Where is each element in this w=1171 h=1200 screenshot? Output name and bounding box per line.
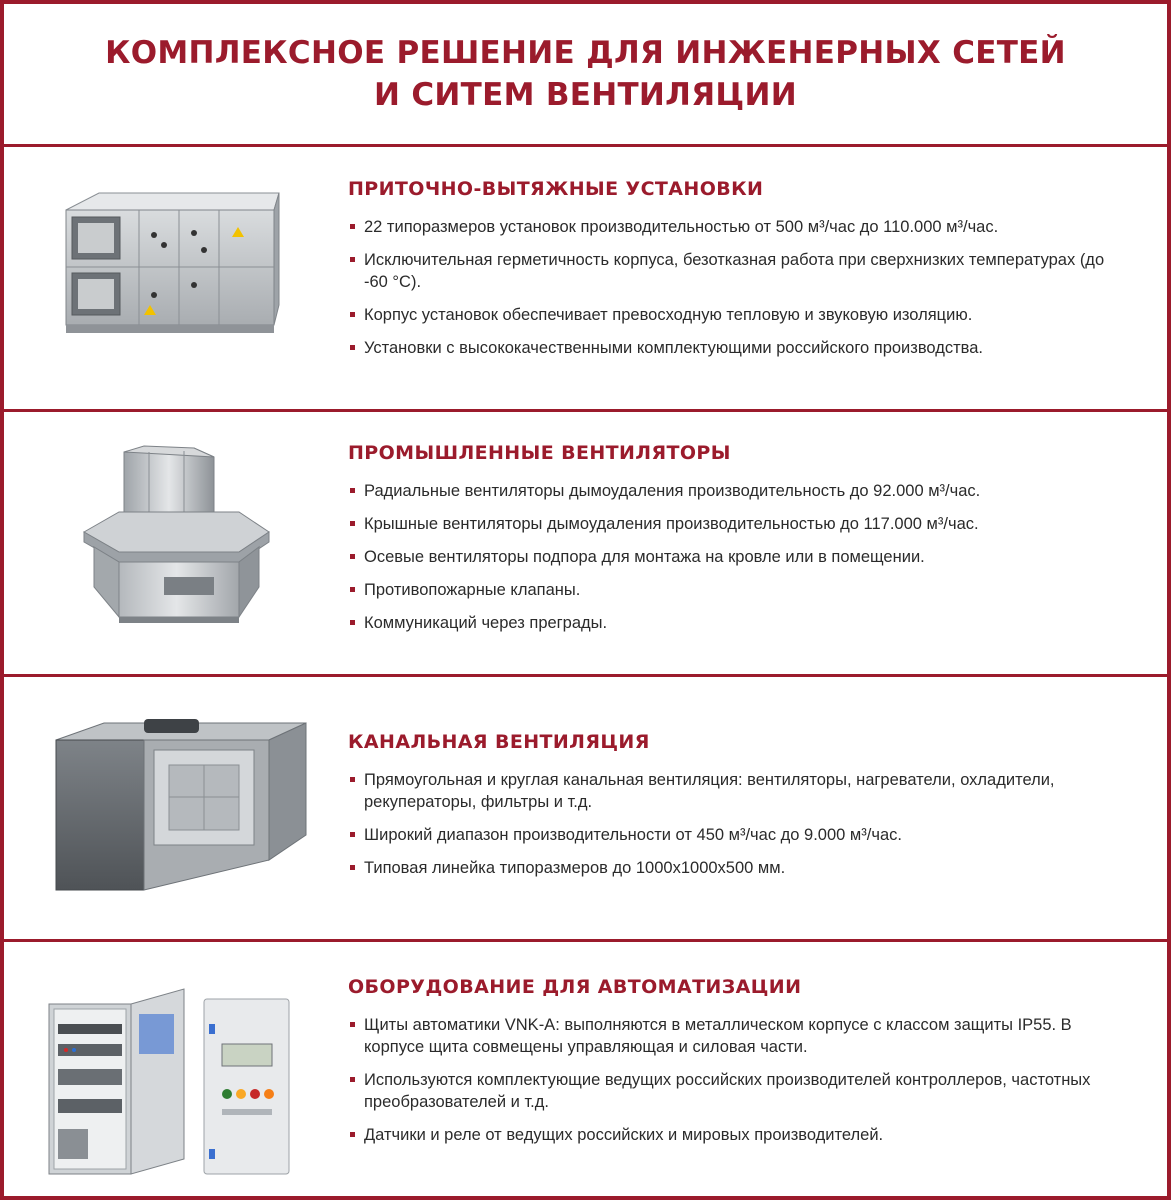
section-title: ПРИТОЧНО-ВЫТЯЖНЫЕ УСТАНОВКИ (348, 178, 764, 200)
list-item: Противопожарные клапаны. (348, 579, 1128, 601)
bullet-icon (350, 1132, 355, 1137)
control-cabinets-image (44, 984, 314, 1184)
feature-list (348, 769, 1128, 879)
list-item: Щиты автоматики VNK-A: выполняются в металлическом корпусе с классом защиты IP55. В корпусе щита совмещены управляющая и силовая части. (348, 1014, 1128, 1058)
bullet-icon (350, 1022, 355, 1027)
feature-list (348, 480, 1128, 634)
bullet-icon (350, 521, 355, 526)
bullet-icon (350, 587, 355, 592)
bullet-icon (350, 488, 355, 493)
page-title (105, 32, 1066, 116)
bullet-icon (350, 865, 355, 870)
bullet-icon (350, 620, 355, 625)
list-item: Установки с высококачественными комплектующими российского производства. (348, 337, 1128, 359)
page-title-line-2: И СИТЕМ ВЕНТИЛЯЦИИ (374, 77, 797, 113)
section-content (348, 976, 1128, 1157)
section-title: ОБОРУДОВАНИЕ ДЛЯ АВТОМАТИЗАЦИИ (348, 976, 802, 998)
list-item: Типовая линейка типоразмеров до 1000х1000х500 мм. (348, 857, 1128, 879)
page-title-line-1: КОМПЛЕКСНОЕ РЕШЕНИЕ ДЛЯ ИНЖЕНЕРНЫХ СЕТЕЙ (105, 35, 1066, 71)
bullet-icon (350, 224, 355, 229)
list-item: Датчики и реле от ведущих российских и мировых производителей. (348, 1124, 1128, 1146)
duct-fan-image (44, 715, 314, 915)
list-item: Коммуникаций через преграды. (348, 612, 1128, 634)
bullet-icon (350, 345, 355, 350)
section-air-handling-units (4, 147, 1167, 409)
section-industrial-fans (4, 412, 1167, 674)
air-handling-unit-image (44, 175, 314, 375)
section-automation-equipment (4, 942, 1167, 1196)
roof-fan-image (44, 442, 314, 642)
feature-list (348, 1014, 1128, 1146)
list-item: Осевые вентиляторы подпора для монтажа на кровле или в помещении. (348, 546, 1128, 568)
section-duct-ventilation (4, 677, 1167, 939)
section-content (348, 442, 1128, 645)
bullet-icon (350, 832, 355, 837)
section-content (348, 731, 1128, 890)
list-item: Широкий диапазон производительности от 450 м³/час до 9.000 м³/час. (348, 824, 1128, 846)
list-item: Крышные вентиляторы дымоудаления производительностью до 117.000 м³/час. (348, 513, 1128, 535)
bullet-icon (350, 257, 355, 262)
list-item: Используются комплектующие ведущих российских производителей контроллеров, частотных преобразователей и т.д. (348, 1069, 1128, 1113)
bullet-icon (350, 1077, 355, 1082)
list-item: 22 типоразмеров установок производительностью от 500 м³/час до 110.000 м³/час. (348, 216, 1128, 238)
bullet-icon (350, 554, 355, 559)
page-header (4, 4, 1167, 144)
section-content (348, 178, 1128, 370)
section-title: ПРОМЫШЛЕННЫЕ ВЕНТИЛЯТОРЫ (348, 442, 731, 464)
list-item: Исключительная герметичность корпуса, безотказная работа при сверхнизких температурах (до -60 °С). (348, 249, 1128, 293)
section-title: КАНАЛЬНАЯ ВЕНТИЛЯЦИЯ (348, 731, 650, 753)
feature-list (348, 216, 1128, 359)
bullet-icon (350, 312, 355, 317)
list-item: Радиальные вентиляторы дымоудаления производительность до 92.000 м³/час. (348, 480, 1128, 502)
list-item: Корпус установок обеспечивает превосходную тепловую и звуковую изоляцию. (348, 304, 1128, 326)
bullet-icon (350, 777, 355, 782)
list-item: Прямоугольная и круглая канальная вентиляция: вентиляторы, нагреватели, охладители, рекуператоры, фильтры и т.д. (348, 769, 1128, 813)
